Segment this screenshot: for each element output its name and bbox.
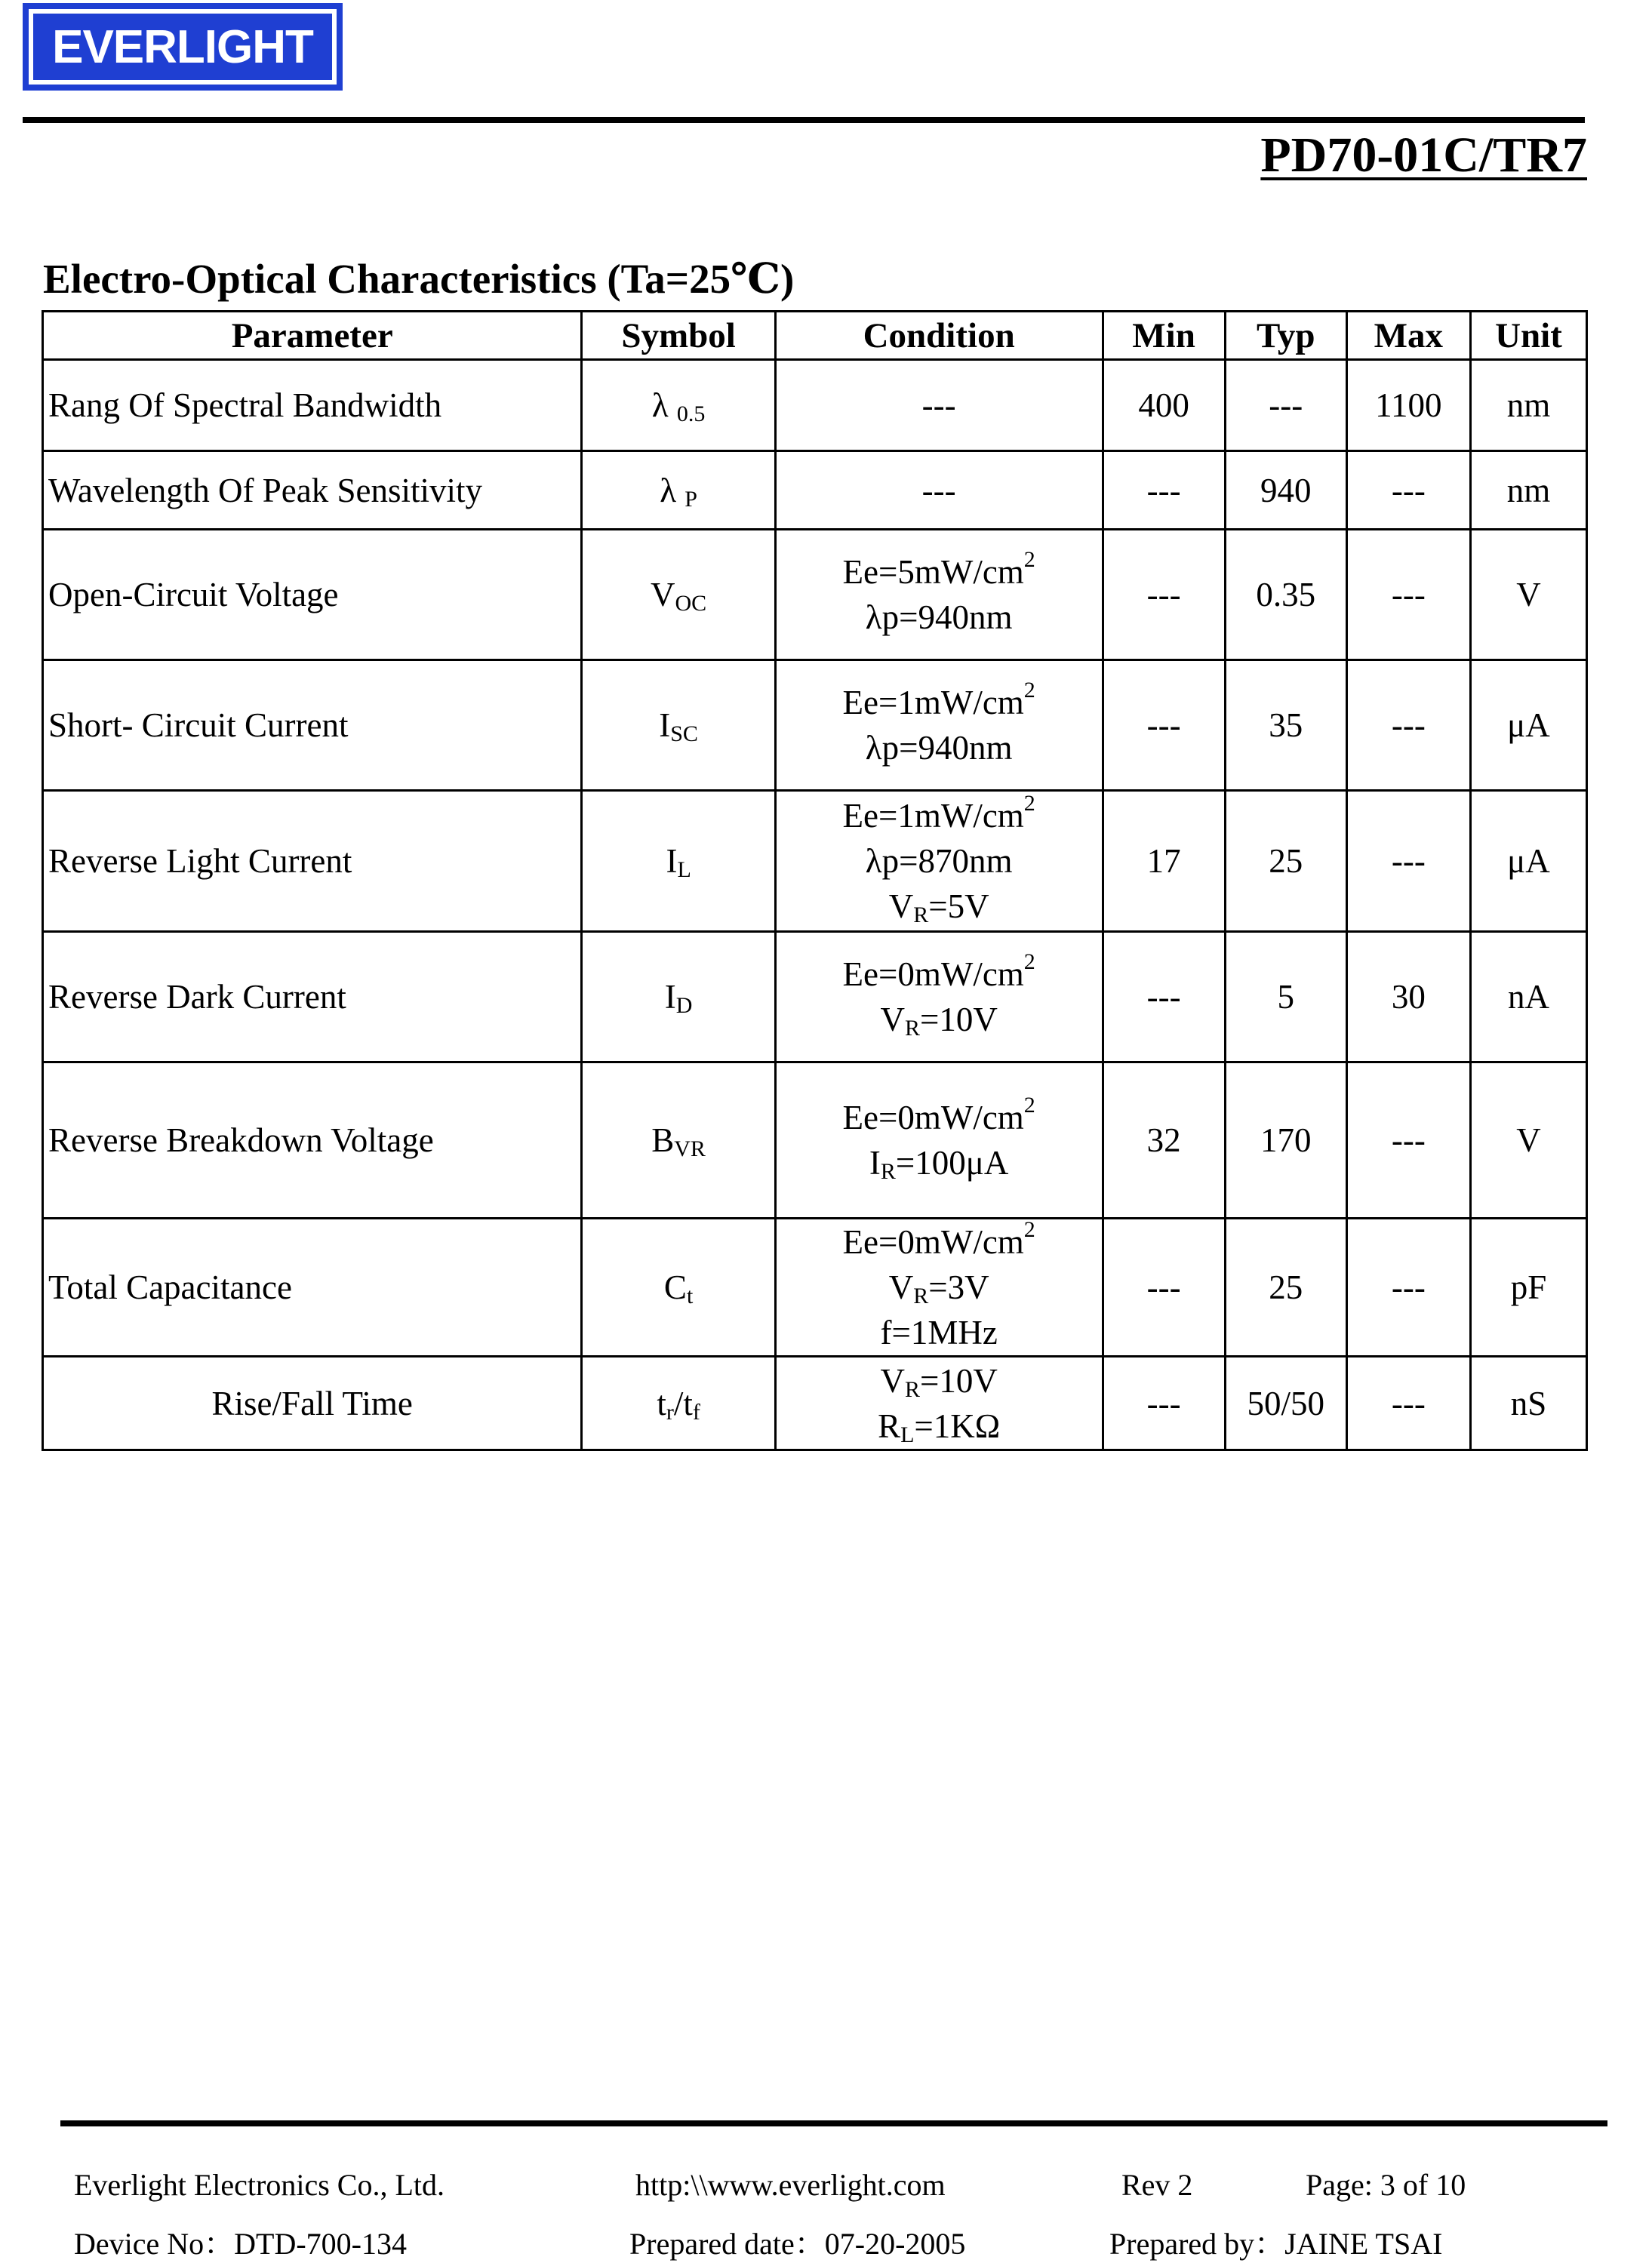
condition-line: λp=940nm (865, 598, 1013, 636)
col-symbol: Symbol (582, 312, 775, 360)
col-min: Min (1103, 312, 1225, 360)
symbol-cell: $I_L$ (582, 791, 775, 932)
symbol-cell: $t_r/t_f$ (582, 1357, 775, 1450)
unit-cell: V (1470, 1062, 1586, 1219)
col-unit: Unit (1470, 312, 1586, 360)
condition-line: λp=940nm (865, 729, 1013, 767)
condition-line: $V_R=10V$ (880, 1001, 998, 1041)
typ-cell: 940 (1225, 451, 1346, 530)
condition-cell (775, 791, 1103, 932)
col-typ: Typ (1225, 312, 1346, 360)
unit-cell: nm (1470, 451, 1586, 530)
col-condition: Condition (775, 312, 1103, 360)
min-cell: --- (1103, 530, 1225, 660)
parameter-cell: Rise/Fall Time (43, 1357, 582, 1450)
symbol-cell: $I_D$ (582, 932, 775, 1062)
table-row (43, 932, 1587, 1062)
footer-website[interactable]: http:\\www.everlight.com (635, 2168, 946, 2202)
parameter-cell: Short- Circuit Current (43, 660, 582, 791)
part-number: PD70-01C/TR7 (1260, 128, 1587, 183)
characteristics-table (42, 310, 1588, 1451)
section-title: Electro-Optical Characteristics (Ta=25℃) (43, 256, 795, 302)
condition-cell (775, 1219, 1103, 1357)
condition-cell (775, 1357, 1103, 1450)
condition-line: $Ee=1mW/cm^2$ (842, 791, 1035, 835)
min-cell: --- (1103, 660, 1225, 791)
condition-cell (775, 660, 1103, 791)
condition-line: $Ee=1mW/cm^2$ (842, 678, 1035, 721)
condition-cell (775, 530, 1103, 660)
everlight-logo (23, 3, 343, 91)
max-cell: --- (1346, 660, 1470, 791)
col-max: Max (1346, 312, 1470, 360)
table-row (43, 1062, 1587, 1219)
symbol-cell: $C_t$ (582, 1219, 775, 1357)
footer-prepared-date: Prepared date：07-20-2005 (629, 2227, 966, 2261)
typ-cell: 170 (1225, 1062, 1346, 1219)
symbol-cell: λ $_{0.5}$ (582, 360, 775, 451)
parameter-cell: Reverse Dark Current (43, 932, 582, 1062)
condition-line: f=1MHz (880, 1314, 998, 1351)
footer-prepared-by: Prepared by：JAINE TSAI (1109, 2227, 1443, 2261)
typ-cell: --- (1225, 360, 1346, 451)
parameter-cell: Open-Circuit Voltage (43, 530, 582, 660)
min-cell: --- (1103, 1357, 1225, 1450)
condition-line: $I_R=100\mu A$ (869, 1144, 1009, 1184)
symbol-cell: $V_{OC}$ (582, 530, 775, 660)
condition-line: λp=870nm (865, 842, 1013, 880)
max-cell: --- (1346, 1357, 1470, 1450)
symbol-cell: $I_{SC}$ (582, 660, 775, 791)
unit-cell: nm (1470, 360, 1586, 451)
symbol-cell: $B_{VR}$ (582, 1062, 775, 1219)
unit-cell: μA (1470, 791, 1586, 932)
condition-line: $Ee=0mW/cm^2$ (842, 949, 1035, 993)
footer-page: Page: 3 of 10 (1306, 2168, 1466, 2202)
unit-cell: pF (1470, 1219, 1586, 1357)
table-row (43, 451, 1587, 530)
parameter-cell: Reverse Light Current (43, 791, 582, 932)
table-row (43, 360, 1587, 451)
condition-line: $Ee=5mW/cm^2$ (842, 547, 1035, 591)
condition-line: $Ee=0mW/cm^2$ (842, 1093, 1035, 1136)
typ-cell: 0.35 (1225, 530, 1346, 660)
table-header-row (43, 312, 1587, 360)
footer-rule (60, 2120, 1607, 2126)
symbol-cell: λ $_P$ (582, 451, 775, 530)
typ-cell: 50/50 (1225, 1357, 1346, 1450)
typ-cell: 35 (1225, 660, 1346, 791)
unit-cell: μA (1470, 660, 1586, 791)
table-row (43, 791, 1587, 932)
logo-text: EVERLIGHT (52, 21, 313, 73)
condition-cell: --- (775, 360, 1103, 451)
table-row (43, 660, 1587, 791)
unit-cell: V (1470, 530, 1586, 660)
table-row (43, 1357, 1587, 1450)
parameter-cell: Wavelength Of Peak Sensitivity (43, 451, 582, 530)
condition-line: $V_R=5V$ (888, 887, 989, 927)
min-cell: 400 (1103, 360, 1225, 451)
max-cell: --- (1346, 1062, 1470, 1219)
max-cell: 1100 (1346, 360, 1470, 451)
min-cell: --- (1103, 451, 1225, 530)
typ-cell: 25 (1225, 791, 1346, 932)
condition-line: $R_L=1K\Omega$ (878, 1407, 1001, 1447)
max-cell: --- (1346, 791, 1470, 932)
parameter-cell: Rang Of Spectral Bandwidth (43, 360, 582, 451)
typ-cell: 5 (1225, 932, 1346, 1062)
condition-cell (775, 1062, 1103, 1219)
condition-cell: --- (775, 451, 1103, 530)
max-cell: --- (1346, 451, 1470, 530)
table-row (43, 1219, 1587, 1357)
footer-device-no: Device No：DTD-700-134 (74, 2227, 407, 2261)
footer-company: Everlight Electronics Co., Ltd. (74, 2168, 445, 2202)
condition-line: $Ee=0mW/cm^2$ (842, 1217, 1035, 1261)
min-cell: --- (1103, 932, 1225, 1062)
footer-rev: Rev 2 (1121, 2168, 1193, 2202)
condition-cell (775, 932, 1103, 1062)
table-row (43, 530, 1587, 660)
max-cell: 30 (1346, 932, 1470, 1062)
min-cell: --- (1103, 1219, 1225, 1357)
max-cell: --- (1346, 1219, 1470, 1357)
condition-line: $V_R=10V$ (880, 1361, 998, 1402)
col-parameter: Parameter (43, 312, 582, 360)
min-cell: 32 (1103, 1062, 1225, 1219)
min-cell: 17 (1103, 791, 1225, 932)
unit-cell: nA (1470, 932, 1586, 1062)
header-rule (23, 117, 1585, 123)
parameter-cell: Reverse Breakdown Voltage (43, 1062, 582, 1219)
condition-line: $V_R=3V$ (888, 1268, 989, 1308)
parameter-cell: Total Capacitance (43, 1219, 582, 1357)
typ-cell: 25 (1225, 1219, 1346, 1357)
unit-cell: nS (1470, 1357, 1586, 1450)
max-cell: --- (1346, 530, 1470, 660)
